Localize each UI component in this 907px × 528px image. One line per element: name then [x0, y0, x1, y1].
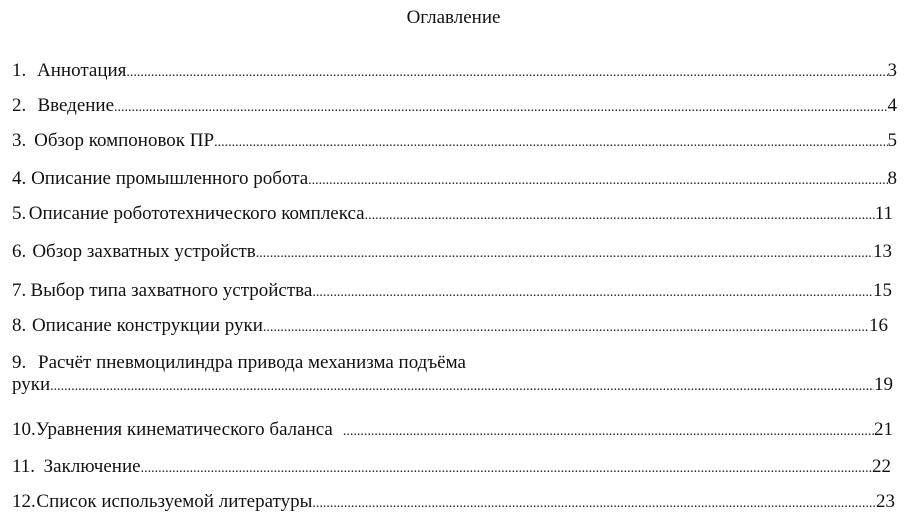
toc-entry	[12, 168, 897, 190]
toc-entry-page: 11	[874, 203, 893, 224]
toc-entry-label: Обзор компоновок ПР	[34, 130, 215, 151]
toc-leader-dots	[312, 286, 873, 300]
toc-entry-label: Обзор захватных устройств	[32, 241, 256, 262]
toc-leader-dots	[365, 209, 875, 223]
toc-entry	[12, 419, 893, 441]
toc-entry	[12, 456, 891, 478]
toc-leader-dots	[141, 462, 872, 476]
toc-entry-number: 2.	[12, 95, 27, 116]
toc-leader-dots	[343, 425, 874, 439]
toc-entry-page: 3	[887, 60, 897, 81]
toc-entry-label: Описание робототехнического комплекса	[28, 203, 365, 224]
toc-entry-label: Аннотация	[37, 60, 127, 81]
toc-entry-label: Уравнения кинематического баланса	[35, 419, 333, 440]
toc-entry-number: 9.	[12, 352, 27, 373]
toc-entry-label: Выбор типа захватного устройства	[30, 280, 313, 301]
toc-entry-number: 6.	[12, 241, 27, 262]
toc-entry	[12, 203, 893, 225]
toc-entry-label: Заключение	[43, 456, 141, 477]
toc-leader-dots	[263, 321, 869, 335]
toc-title: Оглавление	[406, 7, 501, 28]
toc-entry	[12, 315, 888, 337]
toc-entry-number: 11.	[12, 456, 36, 477]
toc-entry-page: 21	[874, 419, 893, 440]
toc-entry	[12, 241, 892, 263]
toc-leader-dots	[256, 247, 873, 261]
toc-leader-dots	[50, 380, 874, 394]
toc-entry-page: 16	[869, 315, 888, 336]
toc-leader-dots	[214, 136, 887, 150]
toc-entry-page: 8	[887, 168, 897, 189]
toc-entry	[12, 352, 893, 395]
toc-entry-number: 7.	[12, 280, 27, 301]
toc-entry-second-line	[12, 374, 893, 396]
toc-entry-number: 12.	[12, 491, 36, 512]
toc-entry	[12, 130, 897, 152]
toc-entry-label: Описание промышленного робота	[31, 168, 309, 189]
toc-entry	[12, 491, 895, 513]
toc-entry-number: 1.	[12, 60, 27, 81]
toc-entry-number: 4.	[12, 168, 27, 189]
toc-entry-number: 5.	[12, 203, 27, 224]
toc-entry-label: Расчёт пневмоцилиндра привода механизма подъёма	[38, 352, 466, 373]
toc-entry-label: Список используемой литературы	[36, 491, 313, 512]
toc-entry-page: 13	[873, 241, 892, 262]
toc-entry-number: 3.	[12, 130, 27, 151]
toc-entry-page: 22	[872, 456, 891, 477]
toc-entry	[12, 280, 892, 302]
toc-entry-page: 5	[887, 130, 897, 151]
toc-entry	[12, 95, 897, 117]
toc-entry-label: Введение	[37, 95, 115, 116]
toc-entry-label: Описание конструкции руки	[31, 315, 263, 336]
toc-leader-dots	[308, 174, 887, 188]
toc-entry-page: 19	[874, 374, 893, 395]
toc-entry-label-continued: руки	[12, 374, 51, 395]
toc-entry-page: 15	[873, 280, 892, 301]
toc-entry-first-line	[12, 352, 466, 374]
toc-leader-dots	[126, 66, 887, 80]
toc-leader-dots	[312, 497, 876, 511]
toc-entry-number: 10.	[12, 419, 36, 440]
toc-entry-page: 23	[876, 491, 895, 512]
toc-entry-page: 4	[887, 95, 897, 116]
toc-entry-number: 8.	[12, 315, 27, 336]
toc-entry	[12, 60, 897, 82]
toc-leader-dots	[114, 101, 887, 115]
